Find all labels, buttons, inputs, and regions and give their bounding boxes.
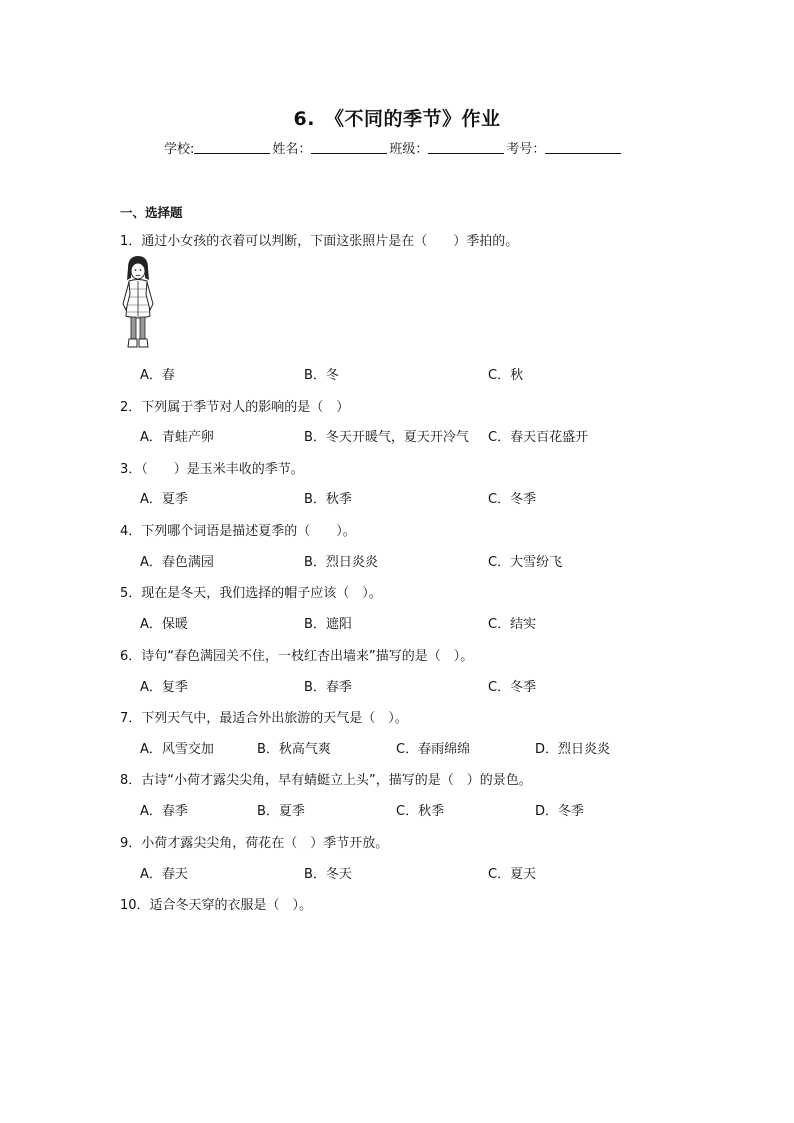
- option-b[interactable]: B．春季: [304, 680, 352, 695]
- student-info-row: [164, 138, 644, 157]
- option-c[interactable]: C．秋: [488, 368, 524, 383]
- option-a[interactable]: A．春: [140, 368, 175, 383]
- question-4-options: [140, 551, 780, 569]
- option-c[interactable]: C．冬季: [488, 492, 537, 507]
- option-a[interactable]: A．春色满园: [140, 555, 214, 570]
- question-4: 4．下列哪个词语是描述夏季的（ ）。: [120, 524, 356, 539]
- question-9-options: [140, 863, 780, 881]
- option-d[interactable]: D．烈日炎炎: [535, 742, 611, 757]
- option-c[interactable]: C．结实: [488, 617, 537, 632]
- option-b[interactable]: B．冬: [304, 368, 339, 383]
- question-9: 9．小荷才露尖尖角，荷花在（ ）季节开放。: [120, 836, 389, 851]
- question-6: 6．诗句“春色满园关不住，一枝红杏出墙来”描写的是（ ）。: [120, 649, 474, 664]
- page-title: 6. 《不同的季节》作业: [293, 108, 501, 130]
- question-2: 2．下列属于季节对人的影响的是（ ）: [120, 400, 350, 415]
- option-c[interactable]: C．春雨绵绵: [396, 742, 471, 757]
- question-1-options: [140, 364, 780, 382]
- question-5: 5．现在是冬天，我们选择的帽子应该（ ）。: [120, 586, 382, 601]
- option-a[interactable]: A．春季: [140, 804, 188, 819]
- question-10: 10．适合冬天穿的衣服是（ ）。: [120, 898, 313, 913]
- name-label: 姓名：: [272, 142, 312, 157]
- section-title: 一、选择题: [120, 205, 183, 220]
- option-b[interactable]: B．夏季: [257, 804, 305, 819]
- option-a[interactable]: A．夏季: [140, 492, 188, 507]
- option-d[interactable]: D．冬季: [535, 804, 585, 819]
- question-5-options: [140, 613, 780, 631]
- option-a[interactable]: A．青蛙产卵: [140, 430, 214, 445]
- exam-number-label: 考号：: [506, 142, 546, 157]
- option-c[interactable]: C．夏天: [488, 867, 537, 882]
- name-blank[interactable]: [311, 141, 387, 154]
- class-blank[interactable]: [428, 141, 504, 154]
- option-b[interactable]: B．冬天: [304, 867, 352, 882]
- option-c[interactable]: C．冬季: [488, 680, 537, 695]
- class-label: 班级：: [389, 142, 429, 157]
- question-3-options: [140, 488, 780, 506]
- option-b[interactable]: B．冬天开暖气，夏天开冷气: [304, 430, 469, 445]
- exam-number-blank[interactable]: [545, 141, 621, 154]
- question-3: 3．（ ）是玉米丰收的季节。: [120, 462, 304, 477]
- option-a[interactable]: A．复季: [140, 680, 188, 695]
- option-b[interactable]: B．秋季: [304, 492, 352, 507]
- question-2-options: [140, 426, 780, 444]
- option-c[interactable]: C．秋季: [396, 804, 445, 819]
- girl-winter-coat-illustration: [118, 254, 158, 354]
- school-blank[interactable]: [194, 141, 270, 154]
- option-b[interactable]: B．遮阳: [304, 617, 352, 632]
- question-7: 7．下列天气中，最适合外出旅游的天气是（ ）。: [120, 711, 408, 726]
- question-8-options: [140, 800, 780, 818]
- question-1: 1．通过小女孩的衣着可以判断，下面这张照片是在（ ）季拍的。: [120, 234, 519, 249]
- option-a[interactable]: A．保暖: [140, 617, 188, 632]
- option-a[interactable]: A．风雪交加: [140, 742, 214, 757]
- option-a[interactable]: A．春天: [140, 867, 188, 882]
- question-7-options: [140, 738, 780, 756]
- option-c[interactable]: C．春天百花盛开: [488, 430, 589, 445]
- option-c[interactable]: C．大雪纷飞: [488, 555, 563, 570]
- school-label: 学校:: [164, 142, 195, 157]
- option-b[interactable]: B．烈日炎炎: [304, 555, 378, 570]
- question-8: 8．古诗“小荷才露尖尖角，早有蜻蜓立上头”，描写的是（ ）的景色。: [120, 773, 532, 788]
- option-b[interactable]: B．秋高气爽: [257, 742, 331, 757]
- question-6-options: [140, 676, 780, 694]
